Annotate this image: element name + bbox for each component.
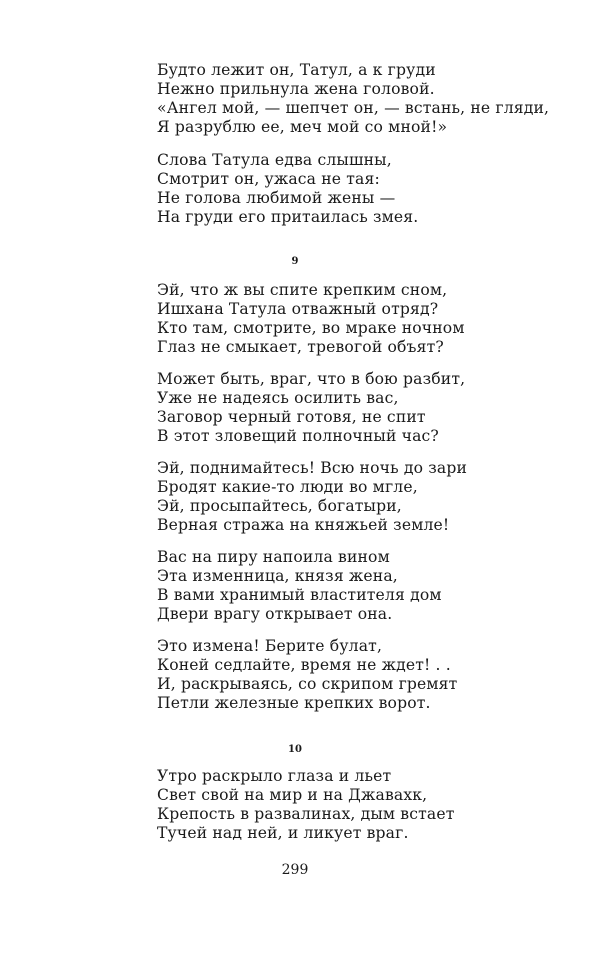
verse-line: На груди его притаилась змея. <box>157 208 419 226</box>
verse-line: Двери врагу открывает она. <box>157 605 393 623</box>
verse-line: В вами хранимый властителя дом <box>157 586 442 604</box>
verse-line: Тучей над ней, и ликует враг. <box>157 824 409 842</box>
stanza <box>157 281 577 357</box>
verse-line: «Ангел мой, — шепчет он, — встань, не гляди, <box>157 99 550 117</box>
verse-line: И, раскрываясь, со скрипом гремят <box>157 675 458 693</box>
verse-line: Коней седлайте, время не ждет! . . <box>157 656 451 674</box>
stanza <box>157 370 577 446</box>
verse-line: Крепость в развалинах, дым встает <box>157 805 455 823</box>
verse-line: Бродят какие-то люди во мгле, <box>157 478 418 496</box>
verse-line: Эй, просыпайтесь, богатыри, <box>157 497 402 515</box>
stanza <box>157 637 577 713</box>
verse-line: Смотрит он, ужаса не тая: <box>157 170 380 188</box>
verse-line: В этот зловещий полночный час? <box>157 427 439 445</box>
verse-line: Кто там, смотрите, во мраке ночном <box>157 319 465 337</box>
verse-line: Я разрублю ее, меч мой со мной!» <box>157 118 448 136</box>
verse-line: Не голова любимой жены — <box>157 189 396 207</box>
verse-line: Слова Татула едва слышны, <box>157 151 392 169</box>
verse-line: Эта изменница, князя жена, <box>157 567 398 585</box>
page-number: 299 <box>281 862 309 878</box>
verse-line: Эй, что ж вы спите крепким сном, <box>157 281 448 299</box>
verse-line: Может быть, враг, что в бою разбит, <box>157 370 466 388</box>
verse-line: Это измена! Берите булат, <box>157 637 383 655</box>
verse-line: Нежно прильнула жена головой. <box>157 80 435 98</box>
stanza <box>157 767 577 843</box>
stanza <box>157 151 577 227</box>
section-number: 10 <box>288 744 302 755</box>
verse-line: Заговор черный готовя, не спит <box>157 408 426 426</box>
verse-line: Ишхана Татула отважный отряд? <box>157 300 439 318</box>
verse-line: Эй, поднимайтесь! Всю ночь до зари <box>157 459 468 477</box>
verse-line: Уже не надеясь осилить вас, <box>157 389 399 407</box>
verse-line: Глаз не смыкает, тревогой объят? <box>157 338 444 356</box>
stanza <box>157 61 577 137</box>
stanza <box>157 459 577 535</box>
verse-line: Свет свой на мир и на Джавахк, <box>157 786 428 804</box>
verse-line: Утро раскрыло глаза и льет <box>157 767 392 785</box>
verse-line: Верная стража на княжьей земле! <box>157 516 450 534</box>
verse-line: Петли железные крепких ворот. <box>157 694 431 712</box>
verse-line: Будто лежит он, Татул, а к груди <box>157 61 436 79</box>
verse-line: Вас на пиру напоила вином <box>157 548 390 566</box>
section-number: 9 <box>291 256 299 267</box>
stanza <box>157 548 577 624</box>
